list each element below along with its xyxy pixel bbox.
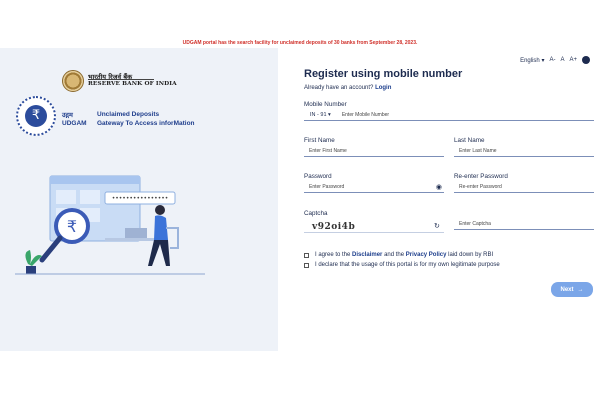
next-button[interactable]: Next → [551, 282, 593, 297]
udgam-english-name: UDGAM [62, 120, 87, 127]
rbi-divider [88, 79, 154, 80]
illustration-search-person [10, 168, 210, 288]
mobile-field [304, 110, 594, 121]
plant-leaves [25, 250, 42, 266]
udgam-tagline-2: Gateway To Access inforMation [97, 120, 195, 127]
declare-checkbox[interactable] [304, 263, 309, 268]
reenter-password-input[interactable]: Re-enter Password [454, 182, 594, 193]
font-increase-button[interactable]: A+ [569, 57, 577, 63]
last-name-input[interactable]: Enter Last Name [454, 146, 594, 157]
login-prompt: Already have an account? Login [304, 85, 392, 91]
magnifier-rupee: ₹ [66, 217, 78, 236]
rupee-icon: ₹ [25, 105, 47, 127]
udgam-tagline-1: Unclaimed Deposits [97, 111, 160, 118]
screen-header [50, 176, 140, 184]
plant-pot [26, 266, 36, 274]
agree-text: I agree to the Disclaimer and the Privacy Policy laid down by RBI [315, 252, 494, 258]
first-name-label: First Name [304, 137, 335, 144]
udgam-logo-icon [16, 96, 56, 136]
accessibility-controls [520, 56, 590, 64]
page-title: Register using mobile number [304, 68, 463, 80]
screen-block-2 [80, 190, 100, 204]
language-select[interactable]: English ▾ [520, 57, 545, 64]
disclaimer-link[interactable]: Disclaimer [352, 252, 383, 258]
person-body [154, 215, 168, 240]
first-name-input[interactable]: Enter First Name [304, 146, 444, 157]
declare-row [304, 262, 500, 268]
captcha-label: Captcha [304, 210, 328, 217]
captcha-input[interactable]: Enter Captcha [454, 219, 594, 230]
mobile-label: Mobile Number [304, 101, 347, 108]
rbi-hindi-name: भारतीय रिज़र्व बैंक [88, 73, 133, 81]
country-code-select[interactable]: IN - 91 ▾ [310, 112, 331, 118]
refresh-captcha-icon[interactable]: ↻ [434, 223, 440, 230]
udgam-hindi-name: उद्गम [62, 111, 73, 119]
dark-mode-toggle-icon[interactable] [582, 56, 590, 64]
captcha-dots: •••••••••••••••• [111, 195, 169, 202]
register-form-panel [280, 48, 600, 351]
agree-checkbox[interactable] [304, 253, 309, 258]
password-input[interactable]: Enter Password ◉ [304, 182, 444, 193]
captcha-image: v92oi4b [312, 222, 356, 232]
font-decrease-button[interactable]: A- [549, 57, 556, 63]
laptop [125, 228, 147, 238]
declare-text: I declare that the usage of this portal is for my own legitimate purpose [315, 262, 500, 268]
rbi-english-name: RESERVE BANK OF INDIA [88, 81, 177, 87]
disclaimer-row [304, 252, 493, 258]
password-label: Password [304, 173, 332, 180]
privacy-policy-link[interactable]: Privacy Policy [405, 252, 447, 258]
reenter-password-label: Re-enter Password [454, 173, 508, 180]
last-name-label: Last Name [454, 137, 485, 144]
rbi-emblem-icon [62, 70, 84, 92]
arrow-right-icon: → [577, 286, 584, 293]
screen-block-1 [56, 190, 76, 204]
captcha-display-underline [304, 222, 444, 233]
login-link[interactable]: Login [375, 85, 392, 91]
font-normal-button[interactable]: A [560, 57, 565, 63]
hide-password-icon[interactable]: ◉ [435, 184, 442, 191]
person-legs [148, 240, 170, 266]
branding-panel [0, 48, 278, 351]
announcement-banner: UDGAM portal has the search facility for unclaimed deposits of 30 banks from September 28, 2023. [182, 40, 418, 46]
mobile-input[interactable]: Enter Mobile Number [341, 112, 390, 118]
person-head [155, 205, 165, 215]
